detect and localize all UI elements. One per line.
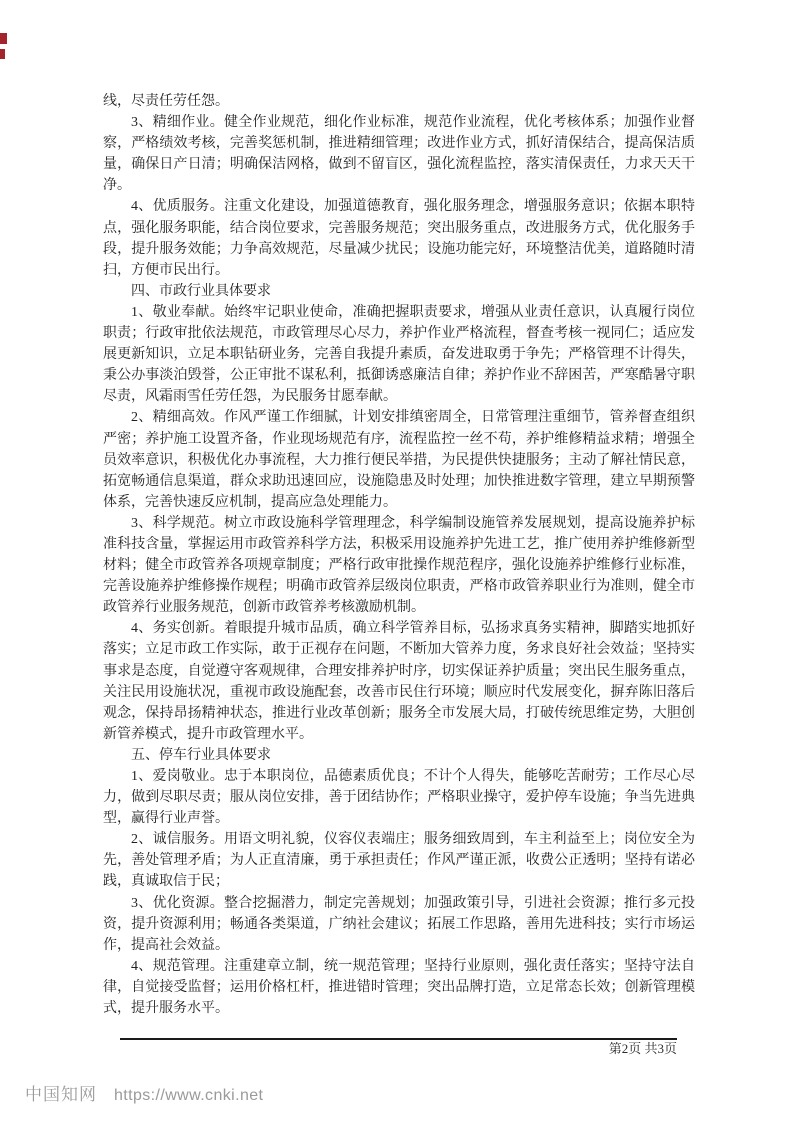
footer-divider-line <box>120 1038 677 1040</box>
red-edge-mark <box>0 49 5 59</box>
section-heading: 五、停车行业具体要求 <box>131 747 271 763</box>
paragraph: 1、爱岗敬业。忠于本职岗位，品德素质优良；不计个人得失，能够吃苦耐劳；工作尽心尽力，做到尽职尽责；服从岗位安排，善于团结协作；严格职业操守，爱护停车设施；争当先进典型，赢得行业声誉。 <box>103 769 695 827</box>
paragraph: 3、优化资源。整合挖掘潜力，制定完善规划；加强政策引导，引进社会资源；推行多元投资，提升资源利用；畅通各类渠道，广纳社会建议；拓展工作思路，善用先进科技；实行市场运作，提高社会效益。 <box>103 895 695 953</box>
paragraph: 4、优质服务。注重文化建设，加强道德教育，强化服务理念，增强服务意识；依据本职特点，强化服务职能，结合岗位要求，完善服务规范；突出服务重点，改进服务方式，优化服务手段，提升服务效能；力争高效规范，尽量减少扰民；设施功能完好，环境整洁优美，道路随时清扫，方便市民出行。 <box>103 199 695 278</box>
paragraph: 1、敬业奉献。始终牢记职业使命，准确把握职责要求，增强从业责任意识，认真履行岗位职责；行政审批依法规范，市政管理尽心尽力，养护作业严格流程，督查考核一视同仁；适应发展更新知识，立足本职钻研业务，完善自我提升素质，奋发进取勇于争先；严格管理不计得失，秉公办事淡泊毁誉，公正审批不谋私利，抵御诱惑廉洁自律；养护作业不辞困苦，严寒酷暑守职尽责，风霜雨雪任劳任怨，为民服务甘愿奉献。 <box>103 304 695 405</box>
paragraph: 4、务实创新。着眼提升城市品质，确立科学管养目标，弘扬求真务实精神，脚踏实地抓好落实；立足市政工作实际，敢于正视存在问题，不断加大管养力度，务求良好社会效益；坚持实事求是态度，自觉遵守客观规律，合理安排养护时序，切实保证养护质量；突出民生服务重点，关注民用设施状况，重视市政设施配套，改善市民住行环境；顺应时代发展变化，摒弃陈旧落后观念，保持昂扬精神状态，推进行业改革创新；服务全市发展大局，打破传统思维定势，大胆创新管养模式，提升市政管理水平。 <box>103 621 695 742</box>
cnki-site-name: 中国知网 <box>25 1085 97 1104</box>
red-edge-mark <box>0 33 7 44</box>
cnki-watermark <box>25 1080 263 1105</box>
paragraph: 4、规范管理。注重建章立制，统一规范管理；坚持行业原则，强化责任落实；坚持守法自律，自觉接受监督；运用价格杠杆，推进错时管理；突出品牌打造，立足常态长效；创新管理模式，提升服务水平。 <box>103 958 695 1017</box>
cnki-site-url: https://www.cnki.net <box>114 1087 264 1104</box>
paragraph: 3、科学规范。树立市政设施科学管理理念，科学编制设施管养发展规划，提高设施养护标准科技含量，掌握运用市政管养科学方法，积极采用设施养护先进工艺，推广使用养护维修新型材料；健全市政管养各项规章制度；严格行政审批操作规范程序，强化设施养护维修行业标准，完善设施养护维修操作规程；明确市政管养层级岗位职责，严格市政管养职业行为准则，健全市政管养行业服务规范，创新市政管养考核激励机制。 <box>103 515 695 616</box>
page-number: 第2页 共3页 <box>608 1041 677 1056</box>
paragraph: 2、诚信服务。用语文明礼貌，仪容仪表端庄；服务细致周到，车主利益至上；岗位安全为先，善处管理矛盾；为人正直清廉，勇于承担责任；作风严谨正派，收费公正透明；坚持有诺必践，真诚取信于民； <box>103 832 695 890</box>
paragraph: 2、精细高效。作风严谨工作细腻，计划安排缜密周全，日常管理注重细节，管养督查组织严密；养护施工设置齐备，作业现场规范有序，流程监控一丝不苟，养护维修精益求精；增强全员效率意识，积极优化办事流程，大力推行便民举措，为民提供快捷服务；主动了解社情民意，拓宽畅通信息渠道，群众求助迅速回应，设施隐患及时处理；加快推进数字管理，建立早期预警体系，完善快速反应机制，提高应急处理能力。 <box>103 410 695 510</box>
section-heading: 四、市政行业具体要求 <box>131 283 271 299</box>
paragraph: 3、精细作业。健全作业规范，细化作业标准，规范作业流程，优化考核体系；加强作业督察，严格绩效考核，完善奖惩机制，推进精细管理；改进作业方式，抓好清保结合，提高保洁质量，确保日产日清；明确保洁网格，做到不留盲区，强化流程监控，落实清保责任，力求天天干净。 <box>103 115 695 194</box>
body-text <box>103 91 695 1019</box>
paragraph: 线，尽责任劳任怨。 <box>103 94 229 109</box>
